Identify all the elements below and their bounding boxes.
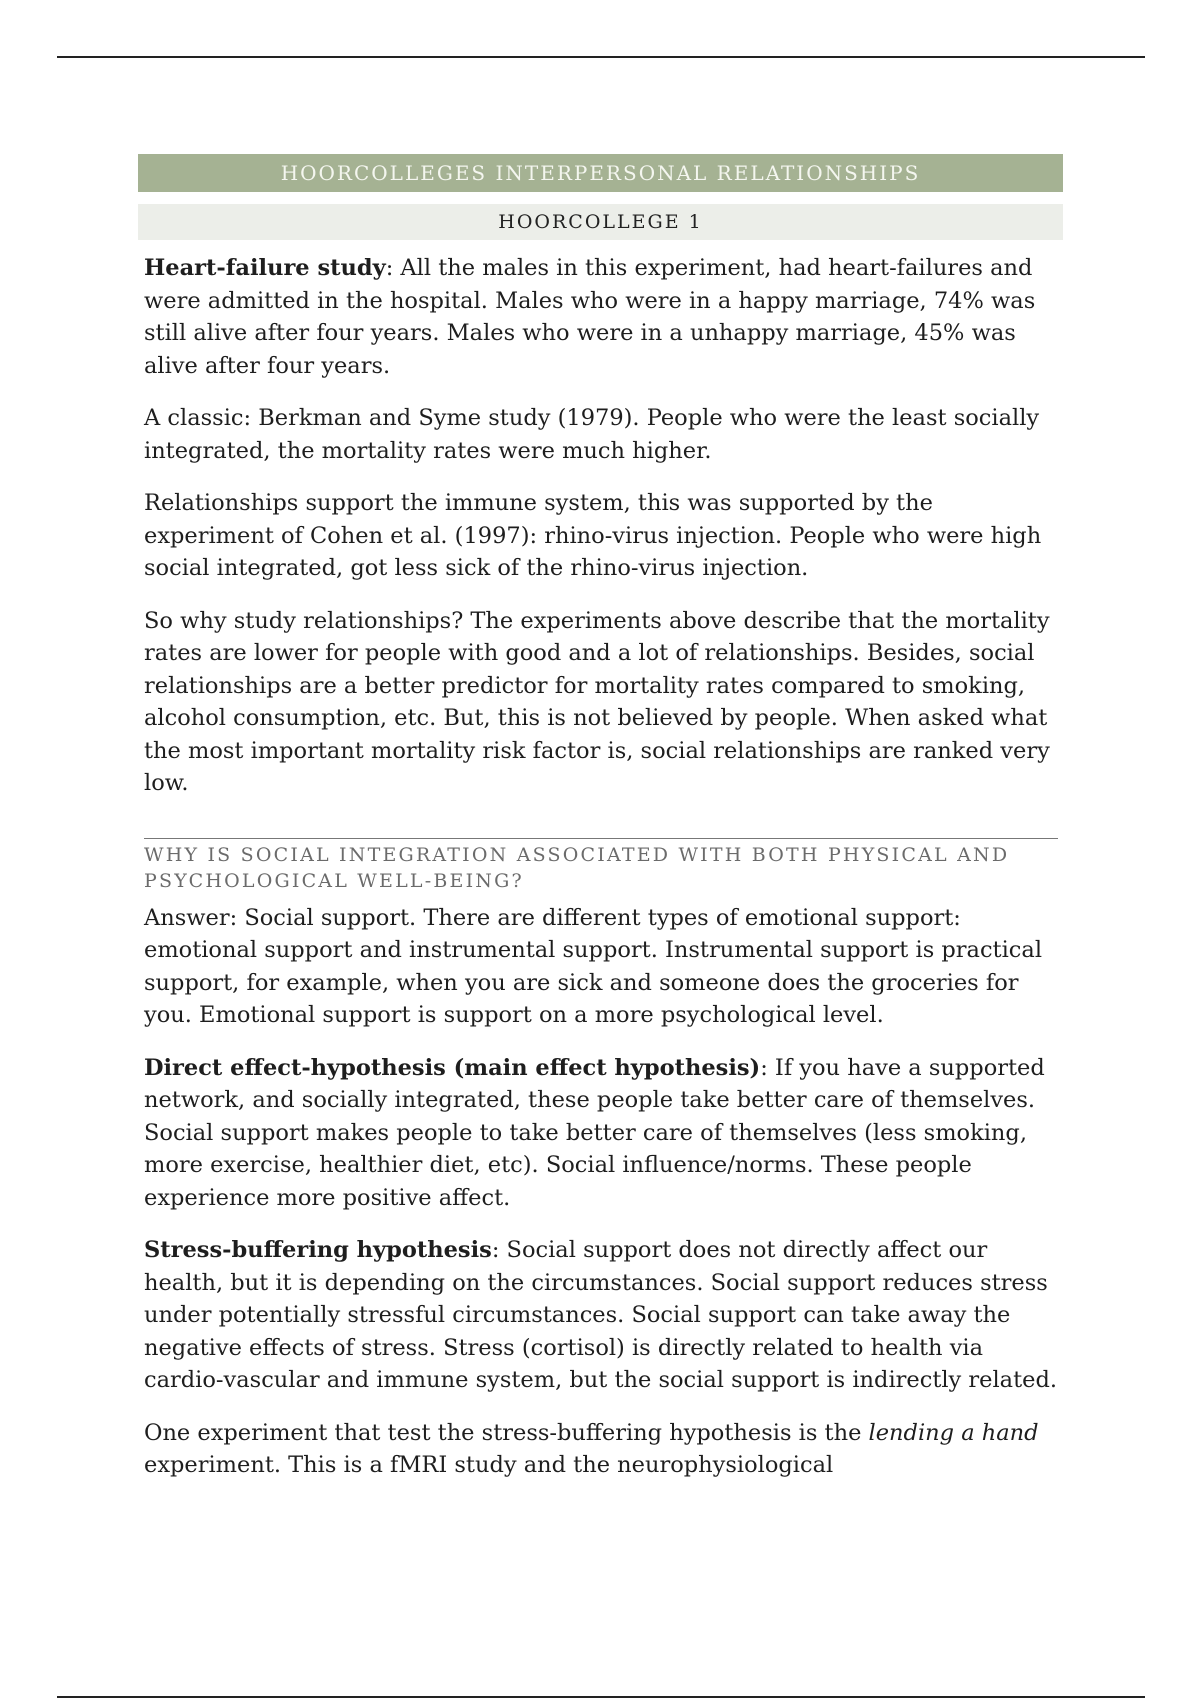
paragraph-text: : All the males in this experiment, had heart-failures and were admitted in the hospital. Males who were in a happy marriage, 74% was still alive after four years. Males who were in a unhappy marriage, 45% was alive after four years. bbox=[144, 255, 1036, 379]
section-divider bbox=[144, 838, 1058, 839]
section-heading: WHY IS SOCIAL INTEGRATION ASSOCIATED WITH BOTH PHYSICAL AND PSYCHOLOGICAL WELL-BEING? bbox=[144, 843, 1010, 892]
paragraph-heart-failure bbox=[144, 252, 1064, 382]
document-body bbox=[138, 154, 1063, 1482]
paragraph-text: experiment. This is a fMRI study and the neurophysiological bbox=[144, 1452, 834, 1478]
footer-rule bbox=[57, 1696, 1145, 1698]
term-stress-buffering-hypothesis: Stress-buffering hypothesis bbox=[144, 1237, 492, 1263]
paragraph-berkman-syme: A classic: Berkman and Syme study (1979). People who were the least socially integrated, the mortality rates were much higher. bbox=[144, 405, 1040, 464]
term-lending-a-hand: lending a hand bbox=[868, 1419, 1039, 1446]
paragraph-text: One experiment that test the stress-buffering hypothesis is the bbox=[144, 1419, 869, 1446]
lecture-subtitle: HOORCOLLEGE 1 bbox=[138, 204, 1063, 240]
paragraph-text: : Social support does not directly affect our health, but it is depending on the circumstances. Social support reduces stress under potentially stressful circumstances. Social support can take away the negative effects of stress. Stress (cortisol) is directly related to health via cardio-vascular and immune system, but the social support is indirectly related. bbox=[144, 1237, 1058, 1393]
term-heart-failure-study: Heart-failure study bbox=[144, 255, 386, 281]
term-direct-effect-hypothesis: Direct effect-hypothesis (main effect hypothesis) bbox=[144, 1054, 761, 1081]
paragraph-text: : If you have a supported network, and socially integrated, these people take better care of themselves. Social support makes people to take better care of themselves (less smoking, more exercise, healthier diet, etc). Social influence/norms. These people experience more positive affect. bbox=[144, 1054, 1045, 1211]
document-title: HOORCOLLEGES INTERPERSONAL RELATIONSHIPS bbox=[138, 154, 1063, 192]
paragraph-immune-system: Relationships support the immune system, this was supported by the experiment of Cohen et al. (1997): rhino-virus injection. People who were high social integrated, got less sick of the rhino-virus injection. bbox=[144, 490, 1042, 581]
paragraph-direct-effect bbox=[144, 1052, 1064, 1215]
paragraph-lending-a-hand bbox=[144, 1417, 1064, 1482]
paragraph-why-study: So why study relationships? The experiments above describe that the mortality rates are lower for people with good and a lot of relationships. Besides, social relationships are a better predictor for mortality rates compared to smoking, alcohol consumption, etc. But, this is not believed by people. When asked what the most important mortality risk factor is, social relationships are ranked very low. bbox=[144, 607, 1050, 796]
paragraph-social-support: Answer: Social support. There are different types of emotional support: emotional support and instrumental support. Instrumental support is practical support, for example, when you are sick and someone does the groceries for you. Emotional support is support on a more psychological level. bbox=[144, 904, 1043, 1028]
header-rule bbox=[57, 56, 1145, 58]
paragraph-stress-buffering bbox=[144, 1234, 1064, 1397]
